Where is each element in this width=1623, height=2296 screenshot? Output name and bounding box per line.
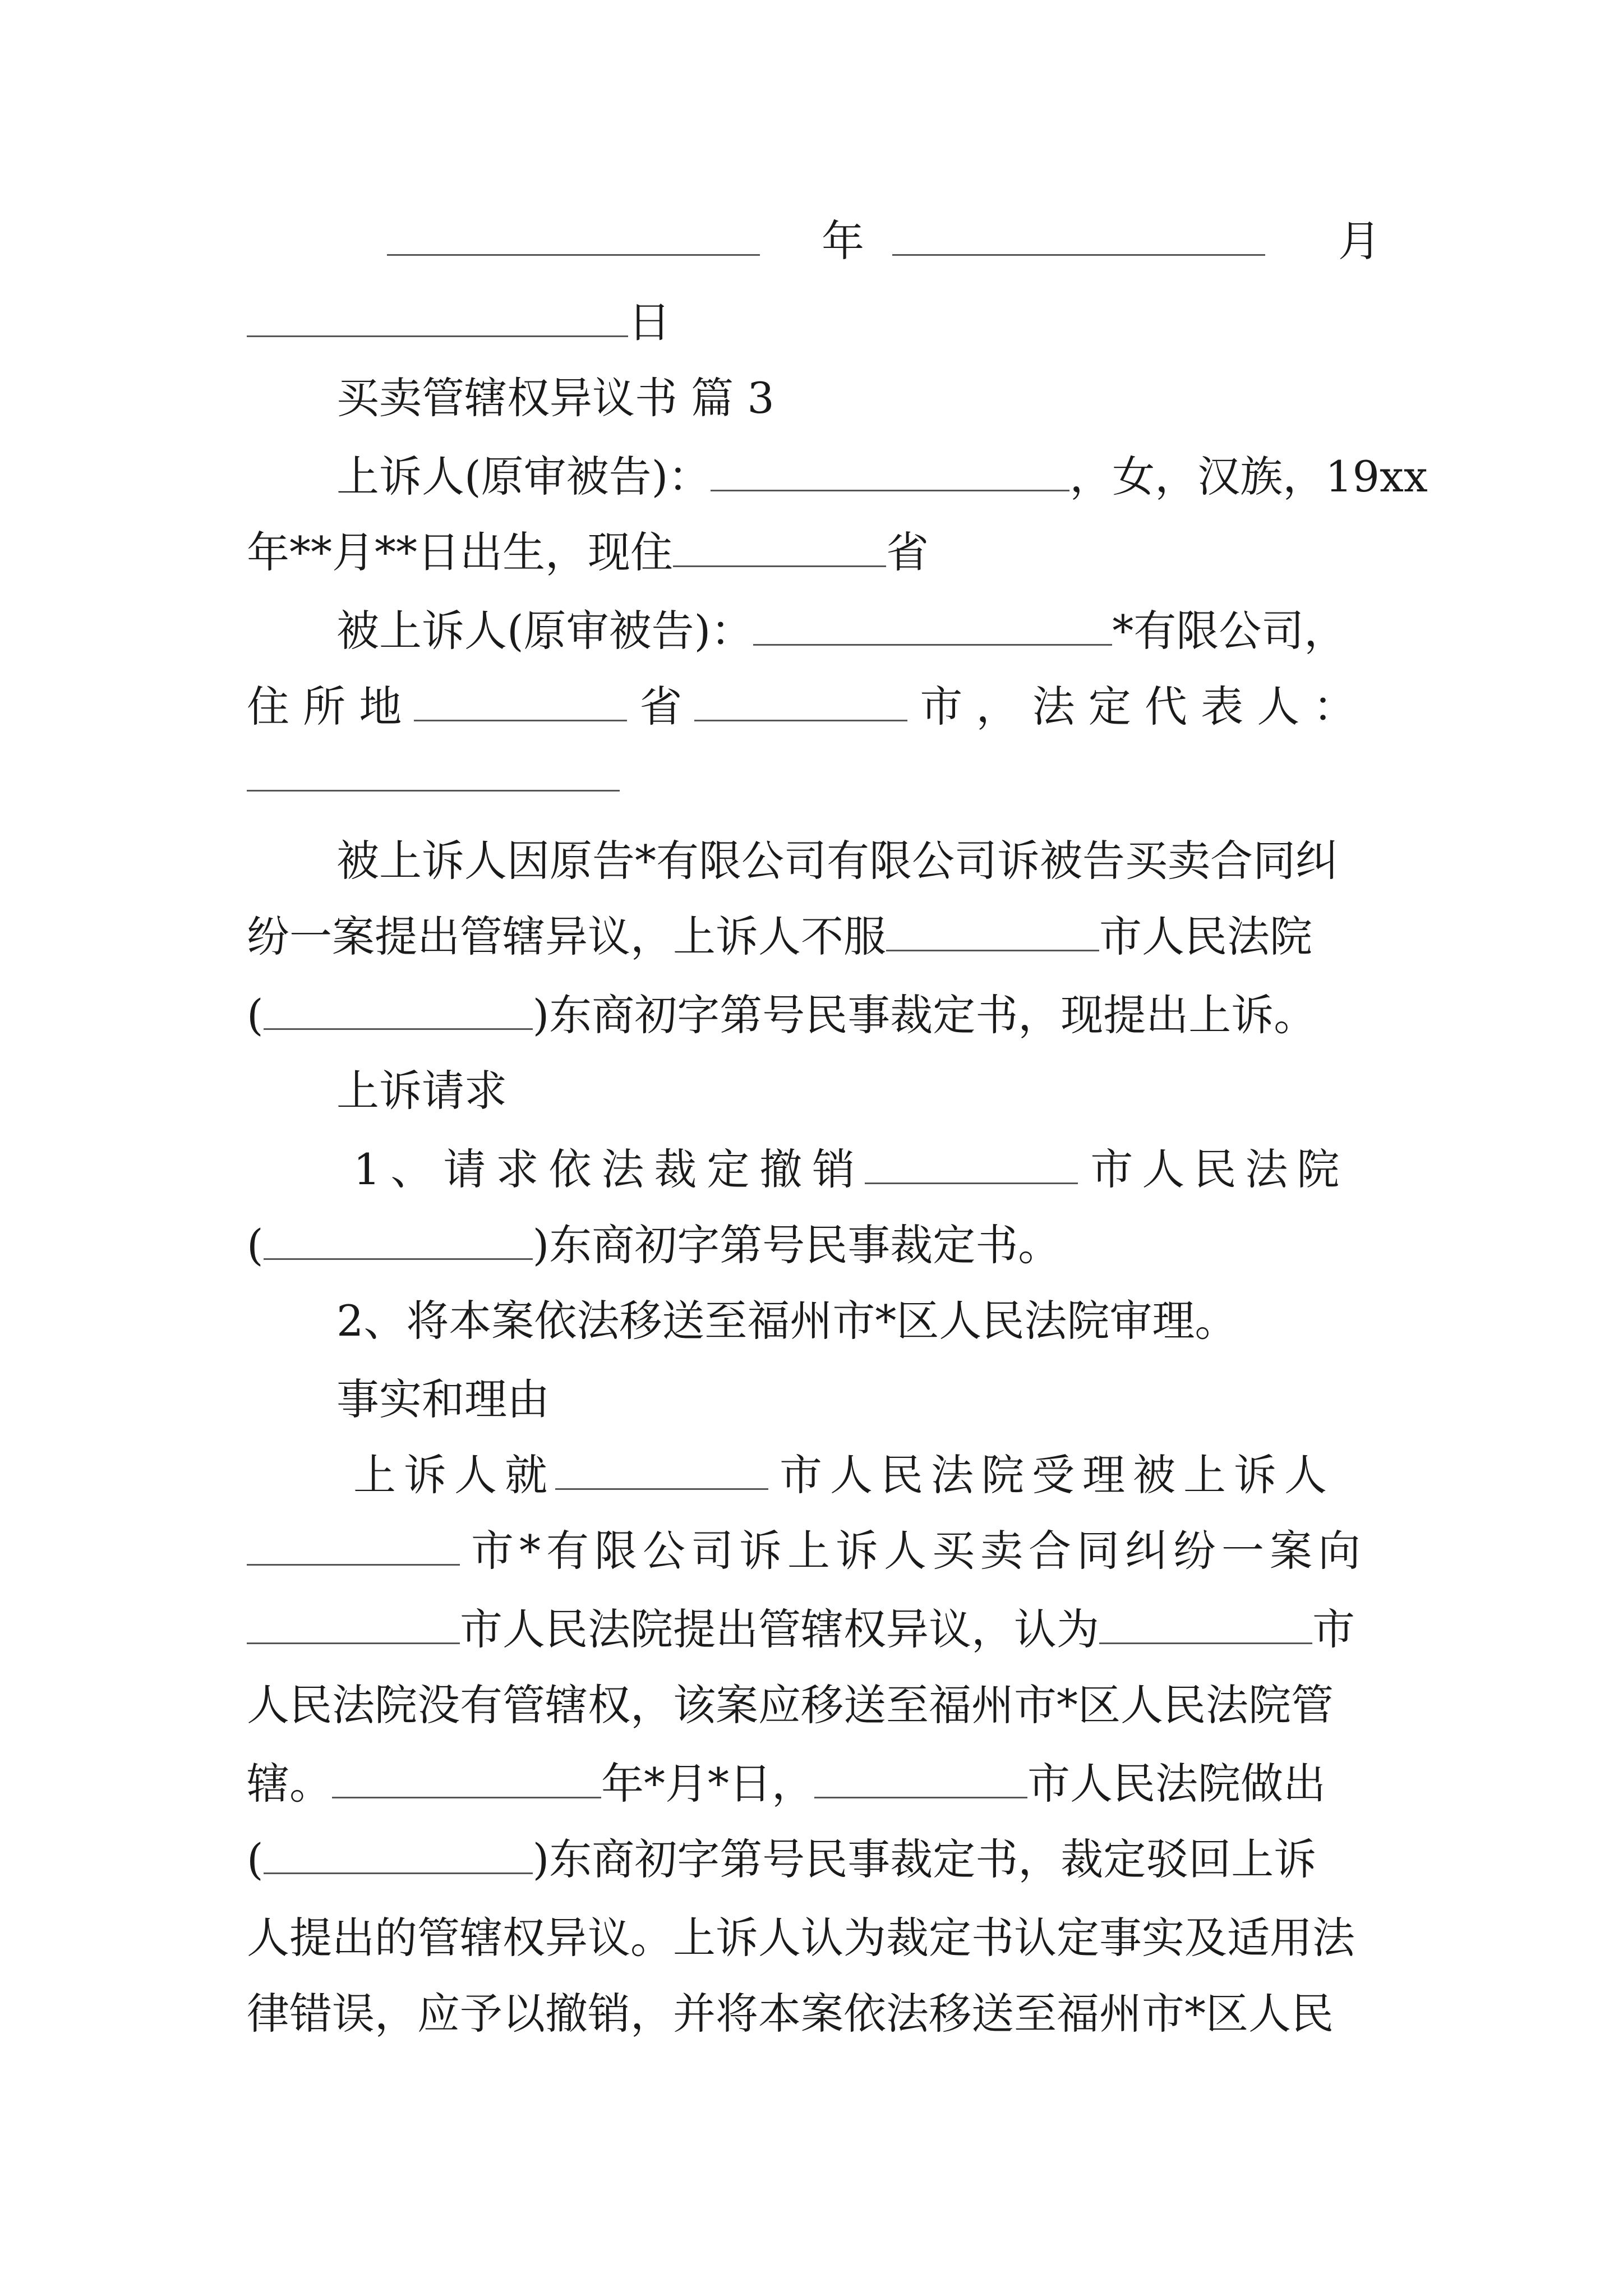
facts-text-2: 市*有限公司诉上诉人买卖合同纠纷一案向	[471, 1526, 1366, 1576]
appellant-label: 上诉人(原审被告)：	[336, 452, 711, 501]
paragraph-intro-3	[247, 984, 1385, 1046]
city-blank-2[interactable]	[247, 1525, 460, 1566]
facts-line-7	[247, 1907, 1385, 1969]
appellant-birth-line	[247, 522, 1385, 583]
paren-open-2: (	[247, 1220, 264, 1270]
province-label-2: 省	[639, 682, 683, 731]
request-1-line	[353, 1139, 1385, 1200]
facts-text-3b: 市	[1312, 1604, 1355, 1654]
year-blank-2[interactable]	[332, 1757, 601, 1798]
request-1-text: 1、请求依法裁定撤销	[353, 1144, 865, 1194]
paragraph-intro-2	[247, 906, 1385, 968]
court-label-1: 市人民法院	[1099, 912, 1312, 961]
month-label: 月	[1338, 216, 1381, 266]
year-blank[interactable]	[387, 215, 760, 256]
facts-text-5b: 年*月*日，	[601, 1759, 814, 1809]
date-line	[387, 210, 1385, 272]
paren-open-3: (	[247, 1834, 264, 1884]
residence-blank[interactable]	[673, 526, 886, 567]
case-number-blank-2[interactable]	[264, 1219, 533, 1260]
facts-line-8	[247, 1983, 1385, 2045]
province-blank[interactable]	[414, 680, 627, 721]
appellee-line	[336, 600, 1385, 662]
request-2-text: 2、将本案依法移送至福州市*区人民法院审理。	[336, 1296, 1238, 1346]
appellant-line	[336, 446, 1428, 508]
court-blank-6[interactable]	[814, 1757, 1027, 1798]
facts-line-5	[247, 1753, 1385, 1815]
request-1-cont-text: )东商初字第号民事裁定书。	[532, 1220, 1061, 1270]
day-line	[247, 292, 1385, 353]
year-label: 年	[822, 216, 864, 266]
address-line	[247, 676, 1385, 738]
day-label: 日	[628, 297, 671, 347]
court-blank-5[interactable]	[1099, 1603, 1312, 1644]
request-1-cont	[247, 1214, 1385, 1276]
appellant-name-blank[interactable]	[711, 450, 1069, 491]
case-number-blank-3[interactable]	[264, 1833, 533, 1874]
facts-line-1	[353, 1444, 1385, 1506]
intro-text-1: 被上诉人因原告*有限公司有限公司诉被告买卖合同纠	[336, 836, 1338, 886]
appellee-name-blank[interactable]	[753, 605, 1112, 646]
appellant-info: ，女，汉族，19xx	[1069, 452, 1428, 501]
legal-rep-blank[interactable]	[247, 751, 620, 792]
court-blank-4[interactable]	[247, 1603, 460, 1644]
appellee-company: *有限公司，	[1112, 606, 1347, 656]
facts-text-7: 人提出的管辖权异议。上诉人认为裁定书认定事实及适用法	[247, 1913, 1355, 1963]
intro-text-3: )东商初字第号民事裁定书，现提出上诉。	[532, 990, 1317, 1040]
facts-text-1a: 上诉人就	[353, 1450, 555, 1500]
month-blank[interactable]	[892, 215, 1265, 256]
facts-text-8: 律错误，应予以撤销，并将本案依法移送至福州市*区人民	[247, 1989, 1334, 2039]
court-blank-1[interactable]	[886, 910, 1099, 951]
court-blank-2[interactable]	[865, 1143, 1078, 1184]
legal-rep-label: 市 ， 法 定 代 表 人 ：	[920, 682, 1356, 731]
facts-text-4: 人民法院没有管辖权，该案应移送至福州市*区人民法院管	[247, 1680, 1334, 1730]
facts-line-2	[247, 1520, 1385, 1582]
facts-heading	[336, 1369, 1385, 1430]
paragraph-intro-1	[336, 830, 1385, 892]
facts-text-6: )东商初字第号民事裁定书，裁定驳回上诉	[532, 1834, 1317, 1884]
facts-text-5a: 辖。	[247, 1759, 332, 1809]
section-title-text: 买卖管辖权异议书 篇 3	[336, 373, 774, 423]
facts-line-6	[247, 1829, 1385, 1890]
court-blank-3[interactable]	[555, 1449, 768, 1490]
day-blank[interactable]	[247, 296, 628, 337]
facts-heading-text: 事实和理由	[336, 1374, 550, 1424]
appeal-request-text: 上诉请求	[336, 1066, 507, 1116]
court-label-2: 市人民法院	[1090, 1144, 1349, 1194]
request-2-line	[336, 1290, 1385, 1352]
intro-text-2: 纷一案提出管辖异议，上诉人不服	[247, 912, 886, 961]
legal-rep-line	[247, 746, 1385, 808]
appellee-label: 被上诉人(原审被告)：	[336, 606, 754, 656]
appeal-request-heading	[336, 1060, 1385, 1122]
address-label: 住 所 地	[247, 682, 402, 731]
province-label: 省	[886, 527, 929, 577]
city-blank[interactable]	[694, 680, 907, 721]
section-title	[336, 367, 1385, 429]
facts-text-5c: 市人民法院做出	[1027, 1759, 1326, 1809]
case-number-blank-1[interactable]	[264, 989, 533, 1030]
facts-text-3a: 市人民法院提出管辖权异议，认为	[460, 1604, 1099, 1654]
paren-open-1: (	[247, 990, 264, 1040]
facts-line-3	[247, 1599, 1385, 1660]
facts-text-1b: 市人民法院受理被上诉人	[780, 1450, 1335, 1500]
facts-line-4	[247, 1674, 1385, 1736]
appellant-birth-text: 年**月**日出生，现住	[247, 527, 673, 577]
